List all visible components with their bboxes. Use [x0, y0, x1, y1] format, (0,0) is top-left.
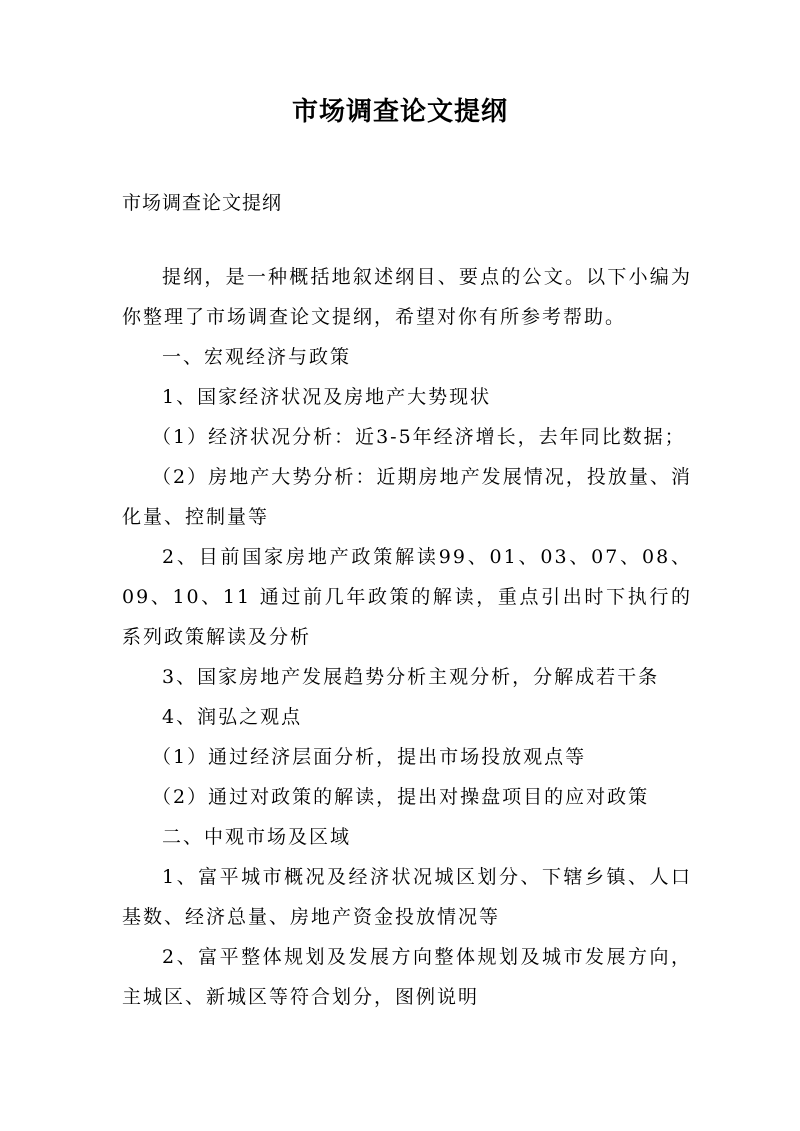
document-subtitle: 市场调查论文提纲 — [122, 192, 283, 214]
list-item: （1）通过经济层面分析，提出市场投放观点等 — [152, 746, 587, 768]
list-item: 1、国家经济状况及房地产大势现状 — [162, 386, 492, 408]
list-item: 3、国家房地产发展趋势分析主观分析，分解成若干条 — [162, 666, 660, 688]
list-item: （2）房地产大势分析：近期房地产发展情况，投放量、消化量、控制量等 — [122, 466, 692, 528]
document-title: 市场调查论文提纲 — [291, 97, 508, 127]
list-item: 2、目前国家房地产政策解读99、01、03、07、08、09、10、11 通过前几年政策的解读，重点引出时下执行的系列政策解读及分析 — [122, 546, 692, 648]
list-item: （1）经济状况分析：近3-5年经济增长，去年同比数据； — [152, 426, 686, 448]
document-body — [122, 257, 692, 1017]
heading-section-1: 一、宏观经济与政策 — [162, 346, 352, 368]
list-item: 2、富平整体规划及发展方向整体规划及城市发展方向，主城区、新城区等符合划分，图例说明 — [122, 946, 692, 1008]
list-item: （2）通过对政策的解读，提出对操盘项目的应对政策 — [152, 786, 650, 808]
paragraph-intro: 提纲，是一种概括地叙述纲目、要点的公文。以下小编为你整理了市场调查论文提纲，希望对你有所参考帮助。 — [122, 266, 692, 328]
heading-section-2: 二、中观市场及区域 — [162, 826, 352, 848]
list-item: 4、润弘之观点 — [162, 706, 303, 728]
list-item: 1、富平城市概况及经济状况城区划分、下辖乡镇、人口基数、经济总量、房地产资金投放情况等 — [122, 866, 692, 928]
